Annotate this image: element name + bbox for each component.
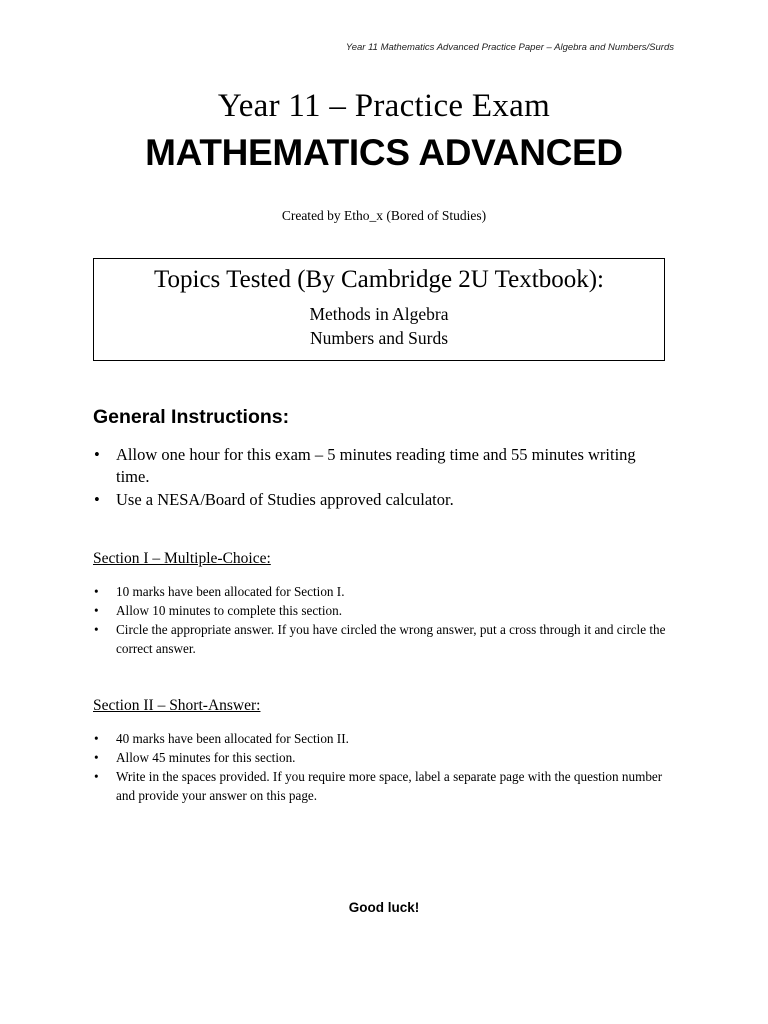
list-item bbox=[93, 489, 673, 511]
general-instructions-list bbox=[93, 444, 673, 512]
bullet-icon: • bbox=[94, 603, 99, 618]
list-item bbox=[93, 748, 673, 767]
list-item bbox=[93, 601, 673, 620]
section1-list bbox=[93, 582, 673, 658]
bullet-icon: • bbox=[94, 445, 100, 464]
closing-message: Good luck! bbox=[348, 900, 420, 915]
section2-heading: Section II – Short-Answer: bbox=[93, 697, 261, 714]
bullet-icon: • bbox=[94, 490, 100, 509]
bullet-icon: • bbox=[94, 584, 99, 599]
list-item bbox=[93, 582, 673, 601]
general-instructions-heading: General Instructions: bbox=[93, 406, 290, 428]
list-item-text: Allow 10 minutes to complete this section. bbox=[116, 603, 342, 618]
list-item-text: 10 marks have been allocated for Section I. bbox=[116, 584, 345, 599]
list-item-text: Use a NESA/Board of Studies approved calculator. bbox=[116, 490, 454, 509]
list-item-text: Allow 45 minutes for this section. bbox=[116, 750, 296, 765]
list-item-text: 40 marks have been allocated for Section II. bbox=[116, 731, 349, 746]
bullet-icon: • bbox=[94, 622, 99, 637]
running-header: Year 11 Mathematics Advanced Practice Paper – Algebra and Numbers/Surds bbox=[345, 42, 674, 53]
topics-box bbox=[93, 258, 665, 361]
list-item-text: Circle the appropriate answer. If you have circled the wrong answer, put a cross through it and circle the correct answer. bbox=[116, 622, 666, 656]
list-item bbox=[93, 620, 673, 658]
section2-list bbox=[93, 729, 673, 805]
topic-item: Methods in Algebra bbox=[309, 304, 449, 324]
list-item bbox=[93, 767, 673, 805]
exam-title: Year 11 – Practice Exam bbox=[217, 88, 551, 124]
bullet-icon: • bbox=[94, 731, 99, 746]
list-item-text: Allow one hour for this exam – 5 minutes reading time and 55 minutes writing time. bbox=[116, 445, 636, 486]
topics-heading: Topics Tested (By Cambridge 2U Textbook): bbox=[153, 266, 604, 293]
author-credit: Created by Etho_x (Bored of Studies) bbox=[281, 208, 487, 223]
section1-heading: Section I – Multiple-Choice: bbox=[93, 550, 271, 567]
list-item bbox=[93, 729, 673, 748]
bullet-icon: • bbox=[94, 750, 99, 765]
list-item-text: Write in the spaces provided. If you require more space, label a separate page with the question number and provide your answer on this page. bbox=[116, 769, 663, 803]
topic-item: Numbers and Surds bbox=[309, 328, 449, 348]
topics-list bbox=[94, 302, 664, 350]
list-item bbox=[93, 444, 673, 488]
bullet-icon: • bbox=[94, 769, 99, 784]
subject-title: MATHEMATICS ADVANCED bbox=[145, 132, 623, 173]
